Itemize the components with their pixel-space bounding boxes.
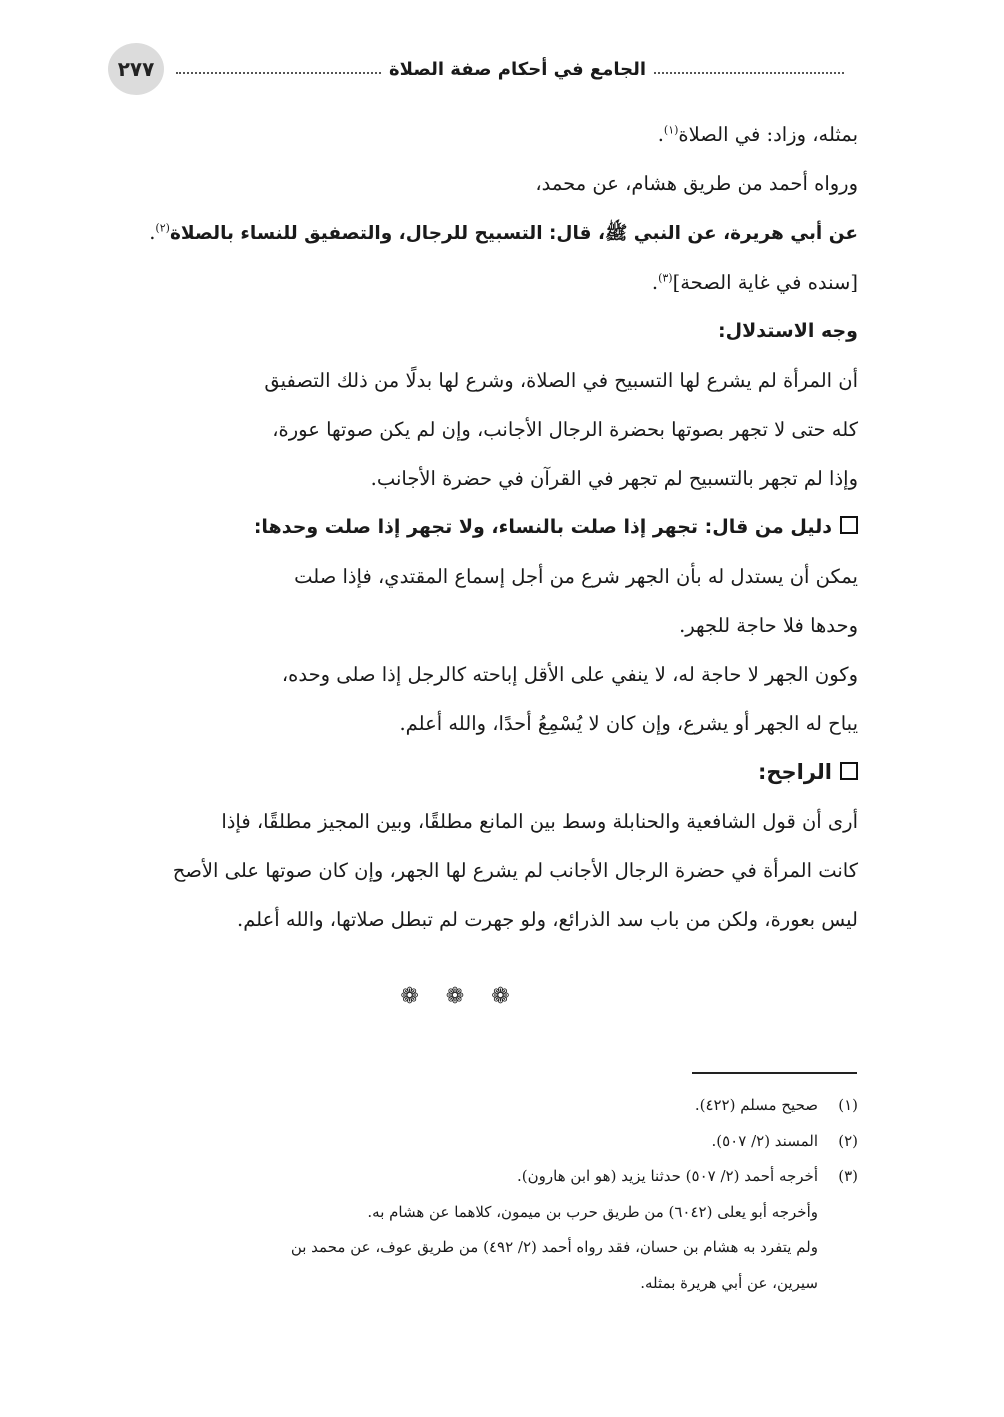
paragraph-line: كله حتى لا تجهر بصوتها بحضرة الرجال الأجانب، وإن لم يكن صوتها عورة، (272, 418, 858, 441)
text-line: بمثله، وزاد: في الصلاة$^{(١)}$. (657, 123, 858, 146)
main-text (118, 110, 858, 944)
header-dotted-leader-left (176, 72, 381, 74)
section-heading: دليل من قال: تجهر إذا صلت بالنساء، ولا تجهر إذا صلت وحدها: (118, 503, 858, 552)
hadith-line: عن أبي هريرة، عن النبي ﷺ، قال: التسبيح للرجال، والتصفيق للنساء بالصلاة$^{(٢)}$. (149, 221, 858, 244)
paragraph-line: وكون الجهر لا حاجة له، لا ينفي على الأقل إباحته كالرجل إذا صلى وحده، (281, 663, 858, 686)
footnote-item (118, 1124, 858, 1160)
footnote-rule (692, 1072, 857, 1074)
footnote-ref[interactable]: (٣) (658, 271, 673, 285)
footnote-text: ولم يتفرد به هشام بن حسان، فقد رواه أحمد (٢/ ٤٩٢) من طريق عوف، عن محمد بن (290, 1238, 818, 1256)
paragraph-line: وإذا لم تجهر بالتسبيح لم تجهر في القرآن في حضرة الأجانب. (370, 467, 858, 490)
paragraph-line: أرى أن قول الشافعية والحنابلة وسط بين المانع مطلقًا، وبين المجيز مطلقًا، فإذا (221, 810, 858, 833)
paragraph-line: كانت المرأة في حضرة الرجال الأجانب لم يشرع لها الجهر، وإن كان صوتها على الأصح (172, 859, 858, 882)
paragraph-line: يباح له الجهر أو يشرع، وإن كان لا يُسْمِعُ أحدًا، والله أعلم. (399, 712, 858, 735)
running-header (176, 54, 844, 84)
footnote-text: وأخرجه أبو يعلى (٦٠٤٢) من طريق حرب بن ميمون، كلاهما عن هشام به. (367, 1202, 818, 1221)
footnote-ref[interactable]: (١) (663, 123, 679, 137)
paragraph-line: يمكن أن يستدل له بأن الجهر شرع من أجل إسماع المقتدي، فإذا صلت (294, 565, 858, 588)
footnote-continuation (118, 1266, 858, 1302)
footnote-item (118, 1088, 858, 1124)
footnote-continuation (118, 1195, 858, 1231)
paragraph-line: أن المرأة لم يشرع لها التسبيح في الصلاة، وشرع لها بدلًا من ذلك التصفيق (264, 369, 858, 392)
footnote-number: (٣) (838, 1167, 858, 1185)
text-line: ورواه أحمد من طريق هشام، عن محمد، (535, 172, 858, 195)
footnotes (118, 1088, 858, 1301)
footnote-text: سيرين، عن أبي هريرة بمثله. (640, 1273, 818, 1292)
header-dotted-leader-right (654, 72, 844, 74)
footnote-text: أخرجه أحمد (٢/ ٥٠٧) حدثنا يزيد (هو ابن هارون). (517, 1167, 818, 1185)
section-heading: وجه الاستدلال: (718, 320, 858, 342)
checkbox-square-icon (840, 762, 858, 780)
footnote-continuation (118, 1230, 858, 1266)
footnote-ref[interactable]: (٢) (155, 221, 170, 235)
footnote-number: (٢) (838, 1131, 858, 1150)
footnote-number: (١) (838, 1096, 858, 1114)
section-heading: الراجح: (118, 748, 858, 797)
paragraph-line: وحدها فلا حاجة للجهر. (679, 614, 858, 637)
footnote-item (118, 1159, 858, 1195)
checkbox-square-icon (840, 516, 858, 534)
text-line: [سنده في غاية الصحة]$^{(٣)}$. (651, 271, 858, 294)
paragraph-line: ليس بعورة، ولكن من باب سد الذرائع، ولو جهرت لم تبطل صلاتها، والله أعلم. (237, 908, 858, 931)
footnote-text: المسند (٢/ ٥٠٧). (711, 1131, 818, 1150)
footnote-text: صحيح مسلم (٤٢٢). (694, 1096, 818, 1114)
ornament-divider: ❁ ❁ ❁ (400, 984, 520, 1009)
running-title: الجامع في أحكام صفة الصلاة (389, 58, 646, 80)
page-number: ٢٧٧ (108, 43, 164, 95)
